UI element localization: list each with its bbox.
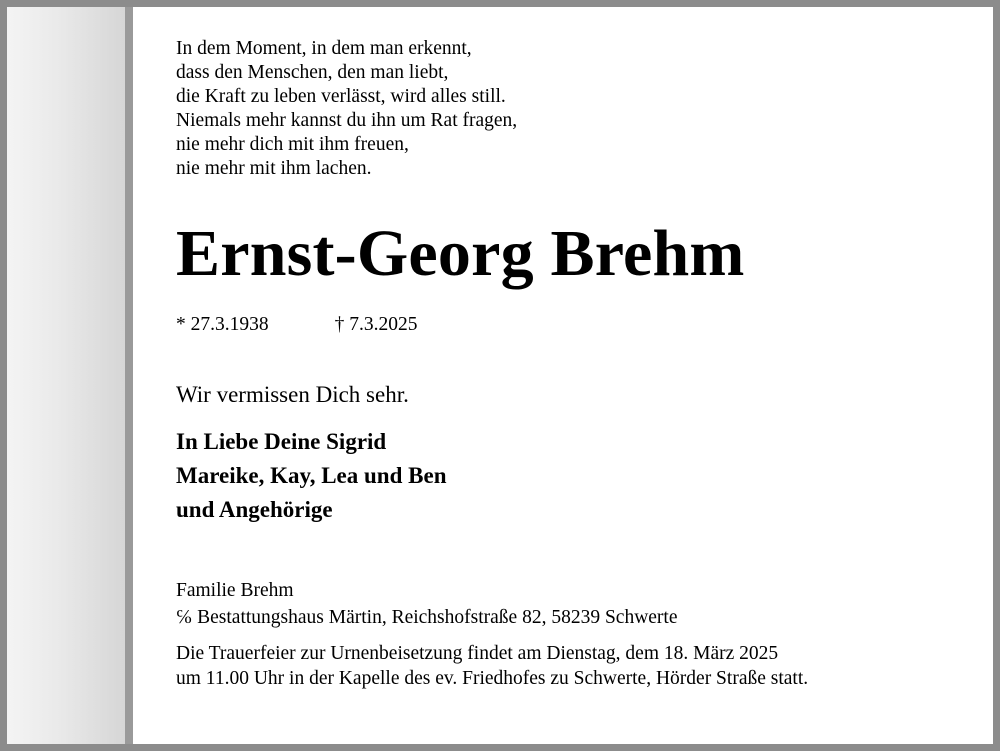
service-line: Die Trauerfeier zur Urnenbeisetzung findet am Dienstag, dem 18. März 2025 xyxy=(176,643,779,664)
mourner-line: In Liebe Deine Sigrid xyxy=(176,429,387,454)
poem-line: nie mehr mit ihm lachen. xyxy=(176,158,372,179)
contact-address xyxy=(176,577,976,631)
service-info xyxy=(176,641,976,691)
mourners-list xyxy=(176,425,976,527)
obituary-notice xyxy=(176,37,976,691)
memorial-poem xyxy=(176,37,976,181)
mourner-line: Mareike, Kay, Lea und Ben xyxy=(176,463,447,488)
poem-line: dass den Menschen, den man liebt, xyxy=(176,62,449,83)
service-line: um 11.00 Uhr in der Kapelle des ev. Friedhofes zu Schwerte, Hörder Straße statt. xyxy=(176,668,809,689)
poem-line: die Kraft zu leben verlässt, wird alles still. xyxy=(176,86,506,107)
death-date: † 7.3.2025 xyxy=(334,314,418,335)
deceased-name: Ernst-Georg Brehm xyxy=(176,217,745,290)
poem-line: nie mehr dich mit ihm freuen, xyxy=(176,134,409,155)
poem-line: In dem Moment, in dem man erkennt, xyxy=(176,38,472,59)
memorial-message: Wir vermissen Dich sehr. xyxy=(176,382,409,407)
poem-line: Niemals mehr kannst du ihn um Rat fragen, xyxy=(176,110,518,131)
life-dates xyxy=(176,313,976,337)
funeral-home-address: ℅ Bestattungshaus Märtin, Reichshofstraße 82, 58239 Schwerte xyxy=(176,607,678,628)
birth-date: * 27.3.1938 xyxy=(176,314,269,335)
family-name: Familie Brehm xyxy=(176,580,294,601)
page-fold-edge xyxy=(125,7,133,744)
mourner-line: und Angehörige xyxy=(176,497,333,522)
page-fold-shadow xyxy=(7,7,125,744)
